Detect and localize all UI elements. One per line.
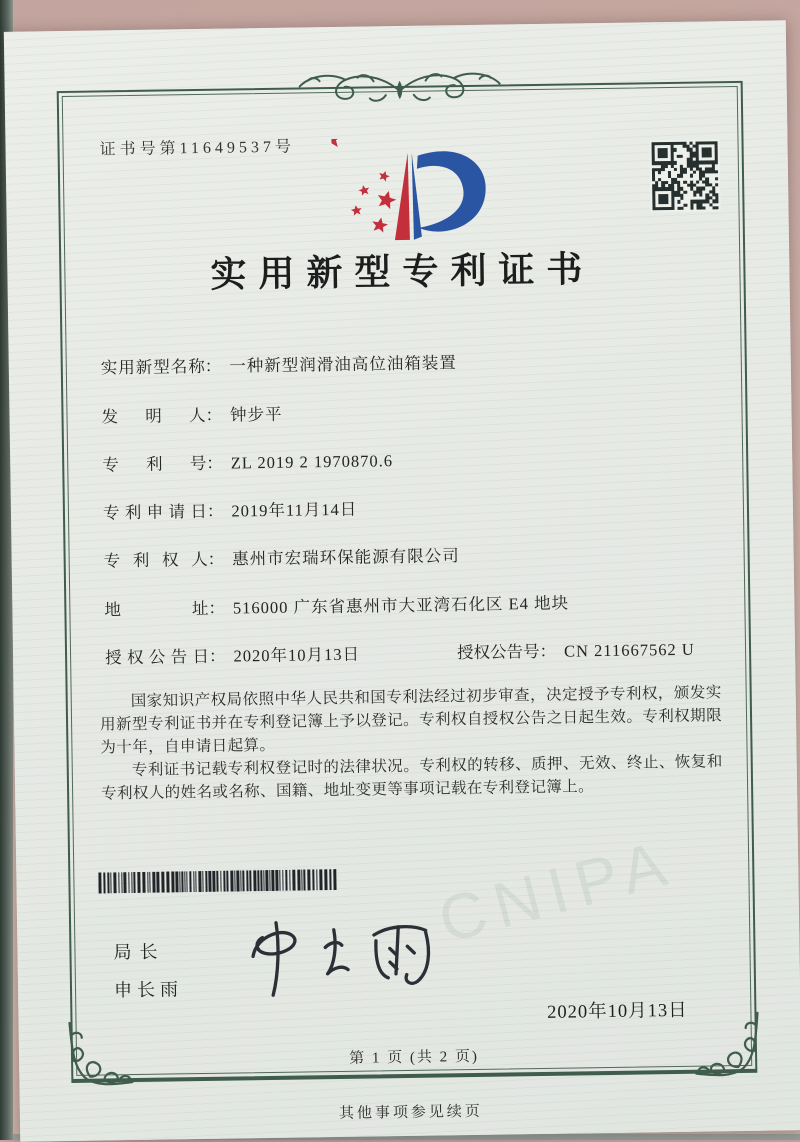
field-label: 专利号 [102, 453, 207, 475]
field-row-patent-number: 专利号： ZL 2019 2 1970870.6 [102, 451, 394, 475]
field-value-grant-date: 2020年10月13日 [233, 644, 361, 666]
field-value-name: 一种新型润滑油高位油箱装置 [229, 353, 457, 376]
field-label: 专利权人 [103, 549, 208, 571]
certificate-paper [4, 20, 800, 1141]
field-row-filing-date: 专利申请日： 2019年11月14日 [102, 499, 358, 523]
field-row-inventor: 发明人： 钟步平 [101, 394, 719, 427]
issue-date: 2020年10月13日 [547, 1000, 688, 1023]
field-label: 发明人 [101, 405, 206, 427]
border-ornament-top-icon [289, 69, 509, 106]
field-value-address: 516000 广东省惠州市大亚湾石化区 E4 地块 [232, 593, 570, 618]
field-label: 地址 [104, 598, 209, 620]
legal-paragraph-1: 国家知识产权局依照中华人民共和国专利法经过初步审查，决定授予专利权，颁发实用新型专利证书并在专利登记簿上予以登记。专利权自授权公告之日起生效。专利权期限为十年，自申请日起算。 [99, 684, 723, 757]
field-label: 授权公告号 [456, 641, 540, 663]
legal-paragraph-2: 专利证书记载专利权登记时的法律状况。专利权的转移、质押、无效、终止、恢复和专利权人的姓名或名称、国籍、地址变更等事项记载在专利登记簿上。 [101, 753, 723, 803]
footer-note: 其他事项参见续页 [338, 1103, 484, 1123]
signer-name: 申长雨 [113, 979, 184, 1001]
field-grant-number: 授权公告号： CN 211667562 U [456, 639, 695, 663]
field-row-grant: 授权公告日： 2020年10月13日 授权公告号： CN 211667562 U [105, 635, 723, 668]
field-value-inventor: 钟步平 [229, 404, 283, 425]
field-value-patent-number: ZL 2019 2 1970870.6 [230, 451, 394, 473]
field-row-name: 实用新型名称： 一种新型润滑油高位油箱装置 [100, 353, 457, 378]
field-value-patentee: 惠州市宏瑞环保能源有限公司 [232, 546, 460, 569]
certificate-number: 证书号第11649537号 [99, 138, 296, 159]
page-number: 第 1 页 (共 2 页) [349, 1048, 480, 1067]
field-label: 实用新型名称 [100, 356, 205, 378]
signature-handwriting [231, 911, 447, 1006]
field-value-filing-date: 2019年11月14日 [231, 499, 358, 521]
certificate-title: 实用新型专利证书 [210, 249, 595, 295]
field-label: 授权公告日 [104, 646, 210, 668]
cnipa-logo-icon [331, 137, 501, 247]
field-value-grant-number: CN 211667562 U [563, 639, 695, 661]
field-row-patentee: 专利权人： 惠州市宏瑞环保能源有限公司 [103, 546, 460, 571]
legal-text [100, 681, 724, 805]
barcode [98, 869, 340, 894]
signer-title: 局长 [113, 941, 166, 963]
qr-code [649, 139, 720, 212]
field-label: 专利申请日 [102, 501, 208, 523]
cnipa-watermark: CNIPA [431, 825, 683, 957]
certificate-border-frame [57, 81, 758, 1083]
field-row-address: 地址： 516000 广东省惠州市大亚湾石化区 E4 地块 [104, 593, 570, 620]
